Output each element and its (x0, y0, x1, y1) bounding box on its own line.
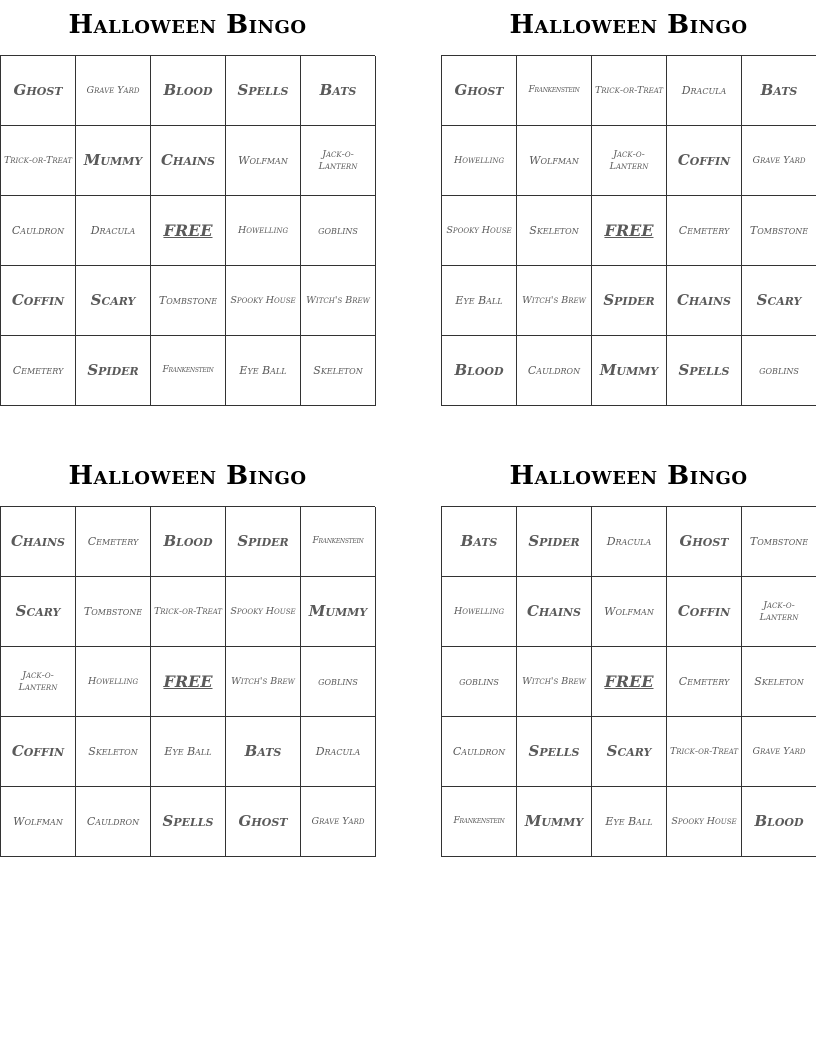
bingo-card-4 (441, 451, 816, 857)
bingo-cell: Blood (742, 787, 816, 857)
bingo-cell: Jack-o-Lantern (1, 647, 76, 717)
bingo-cell: Witch's Brew (517, 266, 592, 336)
bingo-cell: Howelling (442, 577, 517, 647)
bingo-cell: Spider (226, 507, 301, 577)
bingo-cell: Jack-o-Lantern (301, 126, 376, 196)
free-space-cell: FREE (592, 196, 667, 266)
bingo-cell: Tombstone (151, 266, 226, 336)
bingo-cell: Trick-or-Treat (1, 126, 76, 196)
bingo-cell: Scary (1, 577, 76, 647)
bingo-cell: Cemetery (76, 507, 151, 577)
bingo-cell: Howelling (226, 196, 301, 266)
bingo-cell: Spider (76, 336, 151, 406)
bingo-cell: Ghost (667, 507, 742, 577)
bingo-cell: Grave Yard (76, 56, 151, 126)
bingo-cell: Eye Ball (226, 336, 301, 406)
bingo-cell: Skeleton (76, 717, 151, 787)
bingo-cell: Cemetery (1, 336, 76, 406)
bingo-cell: Blood (151, 56, 226, 126)
bingo-cell: goblins (442, 647, 517, 717)
bingo-cell: Grave Yard (742, 126, 816, 196)
bingo-cell: Cemetery (667, 196, 742, 266)
bingo-cell: Witch's Brew (301, 266, 376, 336)
bingo-cell: Spooky House (667, 787, 742, 857)
bingo-cell: Scary (592, 717, 667, 787)
bingo-cell: Skeleton (301, 336, 376, 406)
bingo-cell: Wolfman (592, 577, 667, 647)
bingo-cell: Wolfman (1, 787, 76, 857)
bingo-cell: Trick-or-Treat (592, 56, 667, 126)
bingo-cell: Scary (76, 266, 151, 336)
bingo-card-title: Halloween Bingo (68, 461, 307, 491)
bingo-cell: Chains (517, 577, 592, 647)
bingo-cell: Wolfman (226, 126, 301, 196)
free-space-cell: FREE (592, 647, 667, 717)
bingo-cell: Frankenstein (442, 787, 517, 857)
bingo-grid (0, 506, 375, 857)
bingo-cell: Eye Ball (442, 266, 517, 336)
bingo-cell: Mummy (301, 577, 376, 647)
bingo-cell: Witch's Brew (226, 647, 301, 717)
bingo-cell: Spider (517, 507, 592, 577)
bingo-cell: Coffin (1, 266, 76, 336)
bingo-cell: Spooky House (442, 196, 517, 266)
free-space-cell: FREE (151, 647, 226, 717)
bingo-cell: Cauldron (1, 196, 76, 266)
bingo-cell: Spells (151, 787, 226, 857)
bingo-card-2 (441, 0, 816, 406)
bingo-cell: Spells (667, 336, 742, 406)
bingo-cell: Blood (442, 336, 517, 406)
bingo-cell: Cemetery (667, 647, 742, 717)
bingo-cell: Tombstone (742, 196, 816, 266)
bingo-cell: goblins (742, 336, 816, 406)
bingo-cell: Spooky House (226, 266, 301, 336)
bingo-cell: Mummy (592, 336, 667, 406)
bingo-cell: Spells (517, 717, 592, 787)
bingo-cell: Bats (442, 507, 517, 577)
bingo-cell: Chains (151, 126, 226, 196)
bingo-cell: Chains (667, 266, 742, 336)
bingo-cell: Eye Ball (151, 717, 226, 787)
bingo-card-1 (0, 0, 375, 406)
bingo-cell: Dracula (667, 56, 742, 126)
bingo-cell: Jack-o-Lantern (592, 126, 667, 196)
bingo-cell: Frankenstein (517, 56, 592, 126)
bingo-cell: Spider (592, 266, 667, 336)
bingo-cell: goblins (301, 196, 376, 266)
bingo-cell: Coffin (667, 577, 742, 647)
bingo-cell: Mummy (76, 126, 151, 196)
bingo-card-title: Halloween Bingo (509, 461, 748, 491)
bingo-cell: Spells (226, 56, 301, 126)
bingo-cell: Cauldron (442, 717, 517, 787)
bingo-card-3 (0, 451, 375, 857)
bingo-cell: Ghost (1, 56, 76, 126)
bingo-cell: Coffin (1, 717, 76, 787)
bingo-cell: Bats (742, 56, 816, 126)
bingo-cell: Dracula (592, 507, 667, 577)
bingo-grid (441, 55, 816, 406)
bingo-grid (0, 55, 375, 406)
bingo-cell: Tombstone (742, 507, 816, 577)
bingo-cell: Frankenstein (151, 336, 226, 406)
bingo-cell: Coffin (667, 126, 742, 196)
bingo-grid (441, 506, 816, 857)
bingo-cell: Ghost (226, 787, 301, 857)
bingo-cell: Howelling (442, 126, 517, 196)
bingo-cell: Ghost (442, 56, 517, 126)
bingo-cell: Trick-or-Treat (667, 717, 742, 787)
bingo-card-title: Halloween Bingo (509, 10, 748, 40)
bingo-cell: Dracula (76, 196, 151, 266)
bingo-cell: Trick-or-Treat (151, 577, 226, 647)
bingo-cell: Witch's Brew (517, 647, 592, 717)
bingo-cell: Dracula (301, 717, 376, 787)
bingo-cell: Jack-o-Lantern (742, 577, 816, 647)
bingo-cell: Scary (742, 266, 816, 336)
bingo-cell: Cauldron (517, 336, 592, 406)
bingo-cell: Blood (151, 507, 226, 577)
bingo-cell: Spooky House (226, 577, 301, 647)
bingo-cell: Eye Ball (592, 787, 667, 857)
bingo-cell: Howelling (76, 647, 151, 717)
bingo-cell: Frankenstein (301, 507, 376, 577)
bingo-cell: Skeleton (517, 196, 592, 266)
bingo-cell: Tombstone (76, 577, 151, 647)
bingo-cell: Grave Yard (301, 787, 376, 857)
bingo-cell: Bats (226, 717, 301, 787)
bingo-cell: Skeleton (742, 647, 816, 717)
bingo-cell: Cauldron (76, 787, 151, 857)
bingo-cell: Grave Yard (742, 717, 816, 787)
bingo-cell: Mummy (517, 787, 592, 857)
bingo-cell: Wolfman (517, 126, 592, 196)
bingo-card-title: Halloween Bingo (68, 10, 307, 40)
bingo-cell: goblins (301, 647, 376, 717)
free-space-cell: FREE (151, 196, 226, 266)
bingo-cell: Chains (1, 507, 76, 577)
bingo-cell: Bats (301, 56, 376, 126)
